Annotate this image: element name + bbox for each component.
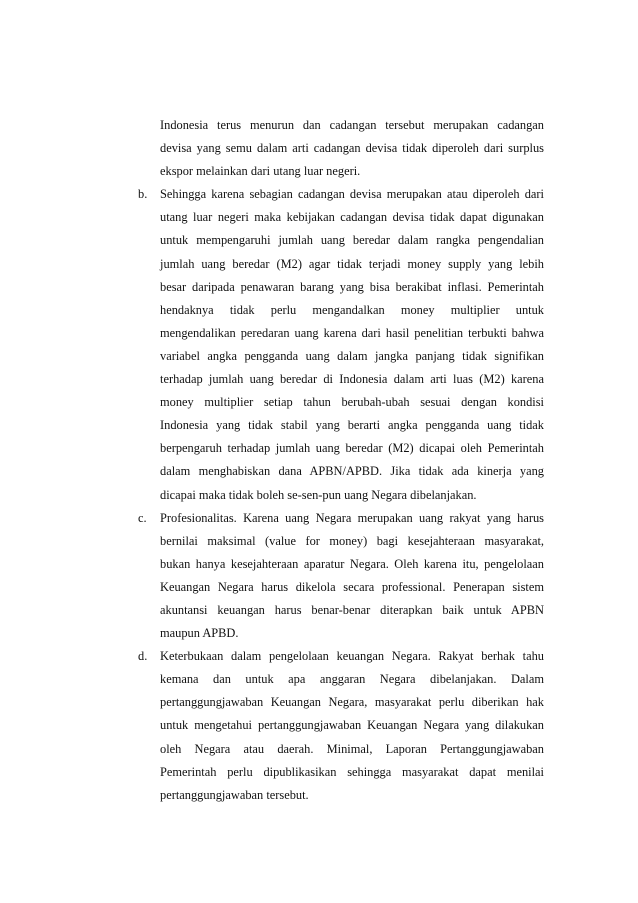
- text-line: bukan hanya kesejahteraan aparatur Negara. Oleh karena itu, pengelolaan: [160, 556, 544, 571]
- text-line: berpengaruh terhadap jumlah uang beredar (M2) dicapai oleh Pemerintah: [160, 441, 544, 456]
- list-marker: d.: [138, 649, 148, 664]
- intro-paragraph: [160, 114, 544, 183]
- list-item-b: [138, 183, 544, 506]
- text-line: dicapai maka tidak boleh se-sen-pun uang Negara dibelanjakan.: [160, 487, 477, 502]
- list-item-c: [138, 507, 544, 646]
- text-line: pertanggungjawaban tersebut.: [160, 787, 309, 802]
- text-line: pertanggungjawaban Keuangan Negara, masyarakat perlu diberikan hak: [160, 695, 544, 710]
- text-line: hendaknya tidak perlu mengandalkan money multiplier untuk: [160, 302, 544, 317]
- list-item-d: [138, 645, 544, 807]
- text-line: Keuangan Negara harus dikelola secara professional. Penerapan sistem: [160, 579, 544, 594]
- list-marker: b.: [138, 187, 148, 202]
- text-line: besar daripada penawaran barang yang bisa berakibat inflasi. Pemerintah: [160, 279, 544, 294]
- text-line: dalam menghabiskan dana APBN/APBD. Jika tidak ada kinerja yang: [160, 464, 544, 479]
- text-line: Profesionalitas. Karena uang Negara merupakan uang rakyat yang harus: [160, 510, 544, 525]
- text-line: jumlah uang beredar (M2) agar tidak terjadi money supply yang lebih: [160, 256, 544, 271]
- list-marker: c.: [138, 510, 147, 525]
- text-line: mengendalikan peredaran uang karena dari hasil penelitian terbukti bahwa: [160, 325, 544, 340]
- text-line: maupun APBD.: [160, 626, 239, 641]
- text-line: bernilai maksimal (value for money) bagi kesejahteraan masyarakat,: [160, 533, 544, 548]
- text-line: terhadap jumlah uang beredar di Indonesia dalam arti luas (M2) karena: [160, 372, 544, 387]
- text-line: oleh Negara atau daerah. Minimal, Laporan Pertanggungjawaban: [160, 741, 544, 756]
- text-line: variabel angka pengganda uang dalam jangka panjang tidak signifikan: [160, 348, 544, 363]
- text-line: Indonesia yang tidak stabil yang berarti angka pengganda uang tidak: [160, 418, 544, 433]
- text-line: utang luar negeri maka kebijakan cadangan devisa tidak dapat digunakan: [160, 210, 544, 225]
- document-body: [138, 114, 544, 807]
- text-line: devisa yang semu dalam arti cadangan devisa tidak diperoleh dari surplus: [160, 141, 544, 156]
- text-line: untuk mengetahui pertanggungjawaban Keuangan Negara yang dilakukan: [160, 718, 544, 733]
- text-line: kemana dan untuk apa anggaran Negara dibelanjakan. Dalam: [160, 672, 544, 687]
- text-line: ekspor melainkan dari utang luar negeri.: [160, 164, 361, 179]
- text-line: untuk mempengaruhi jumlah uang beredar dalam rangka pengendalian: [160, 233, 544, 248]
- text-line: Keterbukaan dalam pengelolaan keuangan Negara. Rakyat berhak tahu: [160, 649, 544, 664]
- text-line: Pemerintah perlu dipublikasikan sehingga masyarakat dapat menilai: [160, 764, 544, 779]
- text-line: Indonesia terus menurun dan cadangan tersebut merupakan cadangan: [160, 118, 544, 132]
- text-line: Sehingga karena sebagian cadangan devisa merupakan atau diperoleh dari: [160, 187, 544, 202]
- text-line: akuntansi keuangan harus benar-benar diterapkan baik untuk APBN: [160, 602, 544, 617]
- text-line: money multiplier setiap tahun berubah-ubah sesuai dengan kondisi: [160, 395, 544, 410]
